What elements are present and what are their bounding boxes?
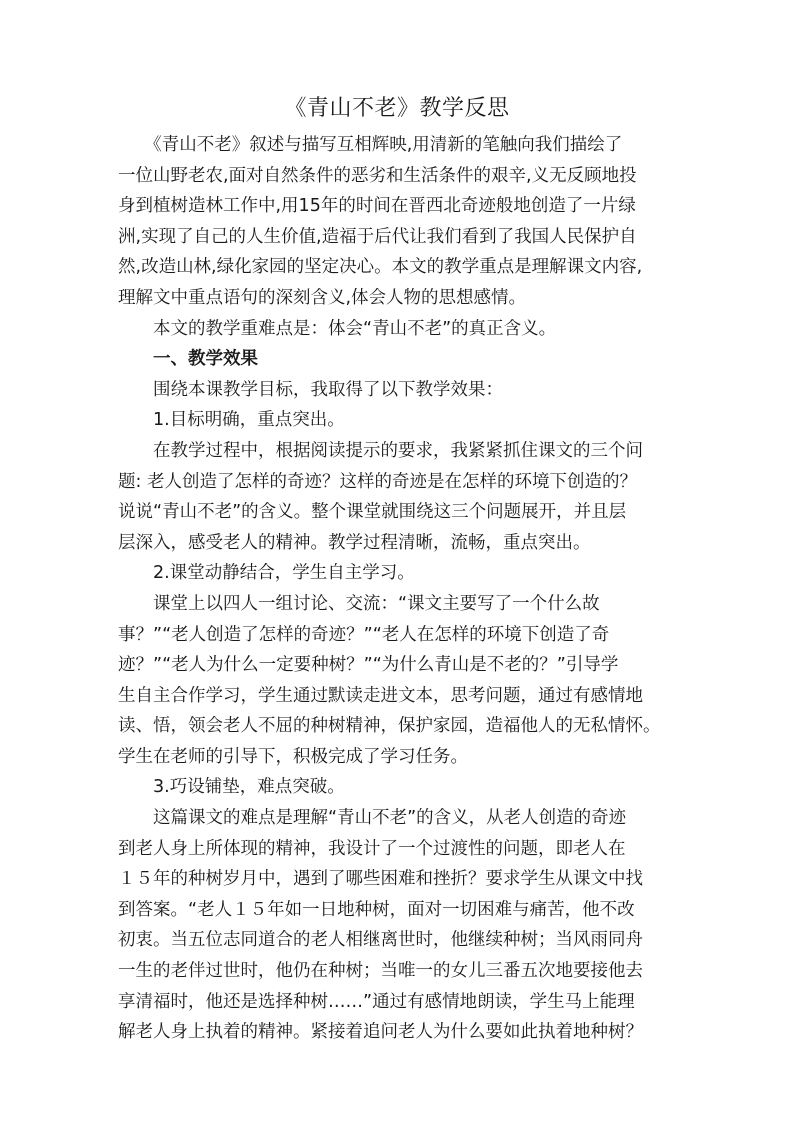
section-heading: 一、教学效果	[118, 349, 258, 370]
text-line: 层深入，感受老人的精神。教学过程清晰，流畅，重点突出。	[118, 532, 591, 553]
text-line: 身到植树造林工作中,用15年的时间在晋西北奇迹般地创造了一片绿	[118, 196, 636, 217]
text-line: 解老人身上执着的精神。紧接着追问老人为什么要如此执着地种树？	[118, 1022, 643, 1043]
text-line: 一生的老伴过世时，他仍在种树；当唯一的女儿三番五次地要接他去	[118, 961, 643, 982]
text-line: 《青山不老》叙述与描写互相辉映,用清新的笔触向我们描绘了	[118, 135, 623, 155]
text-line: 事？”“老人创造了怎样的奇迹？”“老人在怎样的环境下创造了奇	[118, 624, 610, 645]
text-line: 迹？”“老人为什么一定要种树？”“为什么青山是不老的？”引导学	[118, 655, 619, 676]
text-line: 到答案。“老人１５年如一日地种树，面对一切困难与痛苦，他不改	[118, 899, 635, 920]
text-line: 然,改造山林,绿化家园的坚定决心。本文的教学重点是理解课文内容,	[118, 257, 643, 278]
text-line: 本文的教学重难点是：体会“青山不老”的真正含义。	[118, 318, 557, 339]
text-line: 读、悟，领会老人不屈的种树精神，保护家园，造福他人的无私情怀。	[118, 716, 661, 737]
text-line: 享清福时，他还是选择种树……”通过有感情地朗读，学生马上能理	[118, 991, 635, 1012]
text-line: 一位山野老农,面对自然条件的恶劣和生活条件的艰辛,义无反顾地投	[118, 165, 637, 186]
text-line: 课堂上以四人一组讨论、交流：“课文主要写了一个什么故	[118, 593, 600, 614]
text-line: 生自主合作学习，学生通过默读走进文本，思考问题，通过有感情地	[118, 685, 643, 706]
text-line: 说说“青山不老”的含义。整个课堂就围绕这三个问题展开，并且层	[118, 502, 627, 523]
text-line: 在教学过程中，根据阅读提示的要求，我紧紧抓住课文的三个问	[118, 440, 643, 461]
text-line: 理解文中重点语句的深刻含义,体会人物的思想感情。	[118, 287, 527, 308]
subheading: 3.巧设铺垫，难点突破。	[118, 777, 345, 798]
subheading: 1.目标明确，重点突出。	[118, 410, 345, 431]
text-line: 围绕本课教学目标，我取得了以下教学效果：	[118, 379, 503, 400]
text-line: 题: 老人创造了怎样的奇迹？这样的奇迹是在怎样的环境下创造的？	[118, 471, 637, 492]
text-line: １５年的种树岁月中，遇到了哪些困难和挫折？要求学生从课文中找	[118, 869, 643, 890]
text-line: 学生在老师的引导下，积极完成了学习任务。	[118, 746, 468, 767]
text-line: 到老人身上所体现的精神，我设计了一个过渡性的问题，即老人在	[118, 838, 626, 859]
document-title: 《青山不老》教学反思	[284, 96, 510, 121]
text-line: 这篇课文的难点是理解“青山不老”的含义，从老人创造的奇迹	[118, 808, 627, 829]
document-body	[118, 130, 680, 1048]
text-line: 洲,实现了自己的人生价值,造福于后代让我们看到了我国人民保护自	[118, 226, 637, 247]
subheading: 2.课堂动静结合，学生自主学习。	[118, 563, 415, 584]
text-line: 初衷。当五位志同道合的老人相继离世时，他继续种树；当风雨同舟	[118, 930, 643, 951]
